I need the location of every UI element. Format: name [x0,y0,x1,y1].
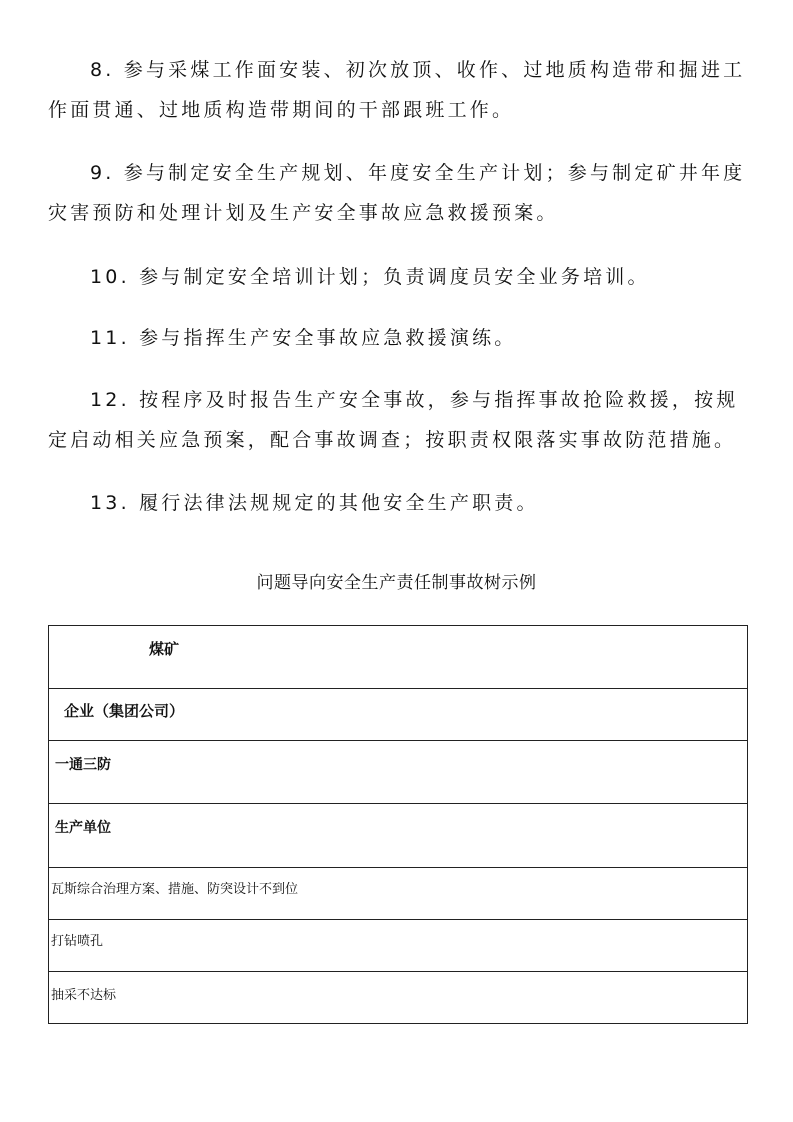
paragraph-8 [48,50,748,130]
paragraph-number: 11. [90,327,130,349]
paragraph-number: 10. [90,266,130,288]
table-cell: 生产单位 [55,820,111,836]
paragraph-text: 参与采煤工作面安装、初次放顶、收作、过地质构造带和掘进工作面贯通、过地质构造带期间的干部跟班工作。 [48,59,746,121]
paragraph-number: 9. [90,162,115,184]
paragraph-number: 13. [90,492,130,514]
table-row [49,741,747,804]
table-cell: 煤矿 [149,640,180,658]
table-title: 问题导向安全生产责任制事故树示例 [256,573,537,593]
paragraph-text: 参与指挥生产安全事故应急救援演练。 [139,327,517,349]
paragraph-9 [48,153,748,233]
table-cell: 抽采不达标 [51,988,117,1003]
table-row [49,972,747,1023]
table-cell: 瓦斯综合治理方案、措施、防突设计不到位 [51,882,299,897]
paragraph-text: 参与制定安全培训计划；负责调度员安全业务培训。 [139,266,650,288]
table-row [49,804,747,868]
table-row [49,920,747,972]
fault-tree-table [48,625,748,1024]
paragraph-number: 12. [90,389,130,411]
paragraph-11 [48,318,748,358]
paragraph-10 [48,257,748,297]
table-cell: 一通三防 [55,757,111,773]
paragraph-text: 履行法律法规规定的其他安全生产职责。 [139,492,539,514]
paragraph-text: 按程序及时报告生产安全事故，参与指挥事故抢险救援，按规定启动相关应急预案，配合事故调查；按职责权限落实事故防范措施。 [48,389,739,451]
paragraph-13 [48,483,748,523]
table-row [49,868,747,920]
table-row [49,626,747,689]
table-row [49,689,747,741]
table-cell: 企业（集团公司） [64,702,185,720]
paragraph-12 [48,380,748,460]
paragraph-text: 参与制定安全生产规划、年度安全生产计划；参与制定矿井年度灾害预防和处理计划及生产安全事故应急救援预案。 [48,162,746,224]
table-cell: 打钻喷孔 [51,934,104,949]
paragraph-number: 8. [90,59,115,81]
